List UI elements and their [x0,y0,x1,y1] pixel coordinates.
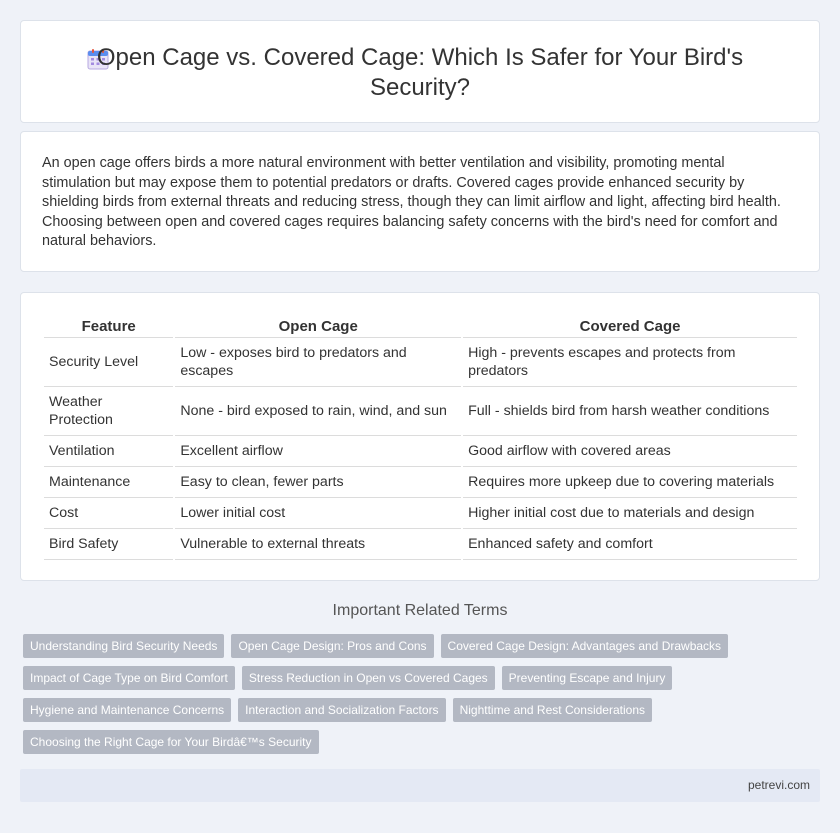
table-cell: Full - shields bird from harsh weather conditions [463,387,797,436]
table-cell: Good airflow with covered areas [463,436,797,467]
table-cell: Maintenance [44,467,173,498]
term-tag[interactable]: Nighttime and Rest Considerations [453,698,652,722]
table-cell: Bird Safety [44,529,173,560]
table-cell: Easy to clean, fewer parts [175,467,461,498]
table-cell: Excellent airflow [175,436,461,467]
term-tag[interactable]: Understanding Bird Security Needs [23,634,224,658]
table-cell: Higher initial cost due to materials and design [463,498,797,529]
header-covered-cage: Covered Cage [463,314,797,338]
page-title: Open Cage vs. Covered Cage: Which Is Safer for Your Bird's Security? [96,44,744,101]
footer [20,769,820,802]
intro-card [20,131,820,272]
term-tag[interactable]: Choosing the Right Cage for Your Birdâ€™s Security [23,730,319,754]
comparison-table [42,314,799,560]
header-card [20,20,820,123]
table-row [44,529,797,560]
table-cell: Weather Protection [44,387,173,436]
intro-paragraph: An open cage offers birds a more natural environment with better ventilation and visibility, promoting mental stimulation but may expose them to potential predators or drafts. Covered cages provide enhanced security by shielding birds from external threats and reducing stress, though they can limit airflow and light, affecting bird health. Choosing between open and covered cages requires balancing safety concerns with the bird's need for comfort and natural behaviors. [42,155,781,250]
table-row [44,498,797,529]
term-tag[interactable]: Open Cage Design: Pros and Cons [231,634,433,658]
table-row [44,338,797,387]
footer-site[interactable]: petrevi.com [747,778,810,792]
related-terms-tags [23,634,823,762]
term-tag[interactable]: Hygiene and Maintenance Concerns [23,698,231,722]
table-row [44,436,797,467]
table-cell: Ventilation [44,436,173,467]
table-cell: Security Level [44,338,173,387]
table-cell: Cost [44,498,173,529]
header-open-cage: Open Cage [175,314,461,338]
table-cell: None - bird exposed to rain, wind, and sun [175,387,461,436]
header-feature: Feature [44,314,173,338]
term-tag[interactable]: Stress Reduction in Open vs Covered Cages [242,666,495,690]
term-tag[interactable]: Covered Cage Design: Advantages and Drawbacks [441,634,729,658]
table-row [44,387,797,436]
table-cell: Low - exposes bird to predators and escapes [175,338,461,387]
term-tag[interactable]: Preventing Escape and Injury [502,666,673,690]
table-cell: Lower initial cost [175,498,461,529]
table-row [44,467,797,498]
related-terms-title: Important Related Terms [332,602,508,619]
table-cell: High - prevents escapes and protects from predators [463,338,797,387]
table-cell: Requires more upkeep due to covering materials [463,467,797,498]
comparison-table-card [20,292,820,581]
term-tag[interactable]: Impact of Cage Type on Bird Comfort [23,666,235,690]
term-tag[interactable]: Interaction and Socialization Factors [238,698,445,722]
table-cell: Vulnerable to external threats [175,529,461,560]
table-cell: Enhanced safety and comfort [463,529,797,560]
table-header-row [44,314,797,338]
